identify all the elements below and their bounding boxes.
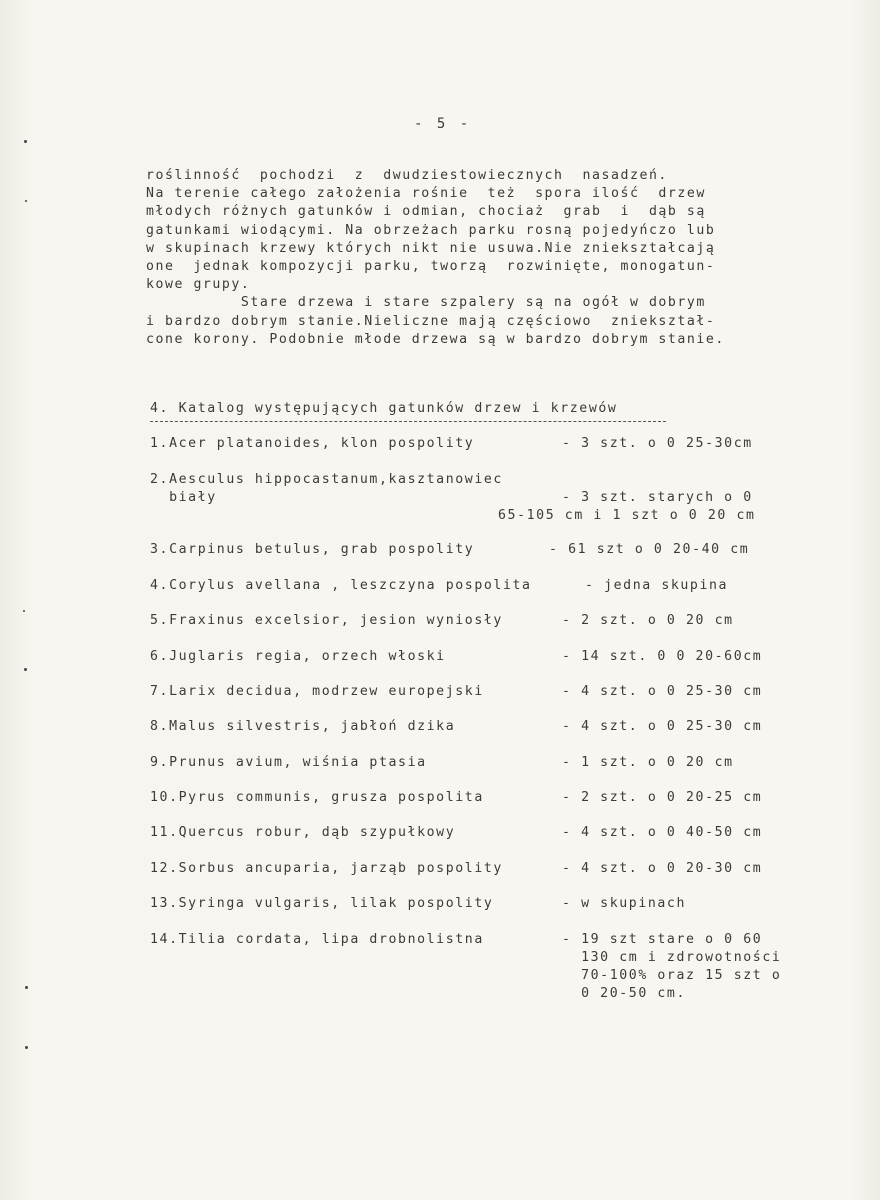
species-quantity: - 2 szt. o 0 20 cm	[562, 613, 734, 628]
margin-mark	[25, 200, 27, 202]
species-quantity: - 19 szt stare o 0 60	[562, 932, 763, 947]
catalog-entry	[0, 931, 782, 1057]
paragraph-line: w skupinach krzewy których nikt nie usuwa.Nie zniekształcają	[146, 240, 716, 256]
species-quantity: - 4 szt. o 0 25-30 cm	[562, 719, 763, 734]
species-name: 11.Quercus robur, dąb szypułkowy	[150, 825, 456, 840]
species-quantity: - 3 szt. starych o 0	[562, 490, 753, 505]
species-quantity: 130 cm i zdrowotności	[562, 950, 782, 965]
species-quantity: 0 20-50 cm.	[562, 986, 687, 1001]
paragraph-line: cone korony. Podobnie młode drzewa są w bardzo dobrym stanie.	[146, 331, 725, 347]
species-name: 4.Corylus avellana , leszczyna pospolita	[150, 578, 532, 593]
paragraph-line: gatunkami wiodącymi. Na obrzeżach parku rosną pojedyńczo lub	[146, 222, 716, 238]
species-name: biały	[150, 490, 217, 505]
species-name: 12.Sorbus ancuparia, jarząb pospolity	[150, 861, 503, 876]
species-quantity: 70-100% oraz 15 szt o	[562, 968, 782, 983]
species-quantity: - 61 szt o 0 20-40 cm	[549, 542, 750, 557]
paragraph	[146, 167, 806, 349]
paragraph-line: kowe grupy.	[146, 277, 251, 293]
paragraph-line: i bardzo dobrym stanie.Nieliczne mają częściowo zniekształ-	[146, 313, 716, 329]
margin-mark	[24, 140, 27, 143]
species-name: 1.Acer platanoides, klon pospolity	[150, 436, 475, 451]
species-quantity: - 4 szt. o 0 25-30 cm	[562, 684, 763, 699]
section-title: 4. Katalog występujących gatunków drzew i krzewów	[150, 401, 618, 416]
species-quantity: - 14 szt. 0 0 20-60cm	[562, 649, 763, 664]
species-name: 3.Carpinus betulus, grab pospolity	[150, 542, 475, 557]
species-quantity: - 4 szt. o 0 40-50 cm	[562, 825, 763, 840]
species-quantity: - 3 szt. o 0 25-30cm	[562, 436, 753, 451]
paragraph-line: one jednak kompozycji parku, tworzą rozwinięte, monogatun-	[146, 258, 716, 274]
species-quantity: - w skupinach	[562, 896, 687, 911]
paragraph-line: roślinność pochodzi z dwudziestowiecznych nasadzeń.	[146, 168, 668, 183]
species-name: 2.Aesculus hippocastanum,kasztanowiec	[150, 472, 503, 487]
species-name: 6.Juglaris regia, orzech włoski	[150, 649, 446, 664]
species-name: 8.Malus silvestris, jabłoń dzika	[150, 719, 456, 734]
paragraph-line: Na terenie całego założenia rośnie też spora ilość drzew	[146, 186, 706, 202]
species-quantity: - 1 szt. o 0 20 cm	[562, 755, 734, 770]
species-name: 7.Larix decidua, modrzew europejski	[150, 684, 484, 699]
species-quantity: - 4 szt. o 0 20-30 cm	[562, 861, 763, 876]
species-name: 10.Pyrus communis, grusza pospolita	[150, 790, 484, 805]
species-name: 5.Fraxinus excelsior, jesion wyniosły	[150, 613, 503, 628]
species-name: 14.Tilia cordata, lipa drobnolistna	[150, 932, 484, 947]
species-quantity: 65-105 cm i 1 szt o 0 20 cm	[498, 508, 756, 523]
species-quantity: - jedna skupina	[585, 578, 729, 593]
species-name: 13.Syringa vulgaris, lilak pospolity	[150, 896, 494, 911]
paragraph-line: Stare drzewa i stare szpalery są na ogół w dobrym	[146, 295, 706, 311]
species-quantity: - 2 szt. o 0 20-25 cm	[562, 790, 763, 805]
page-number: - 5 -	[414, 116, 472, 132]
paragraph-line: młodych różnych gatunków i odmian, chociaż grab i dąb są	[146, 204, 706, 220]
dashed-underline	[150, 421, 666, 422]
species-name: 9.Prunus avium, wiśnia ptasia	[150, 755, 427, 770]
